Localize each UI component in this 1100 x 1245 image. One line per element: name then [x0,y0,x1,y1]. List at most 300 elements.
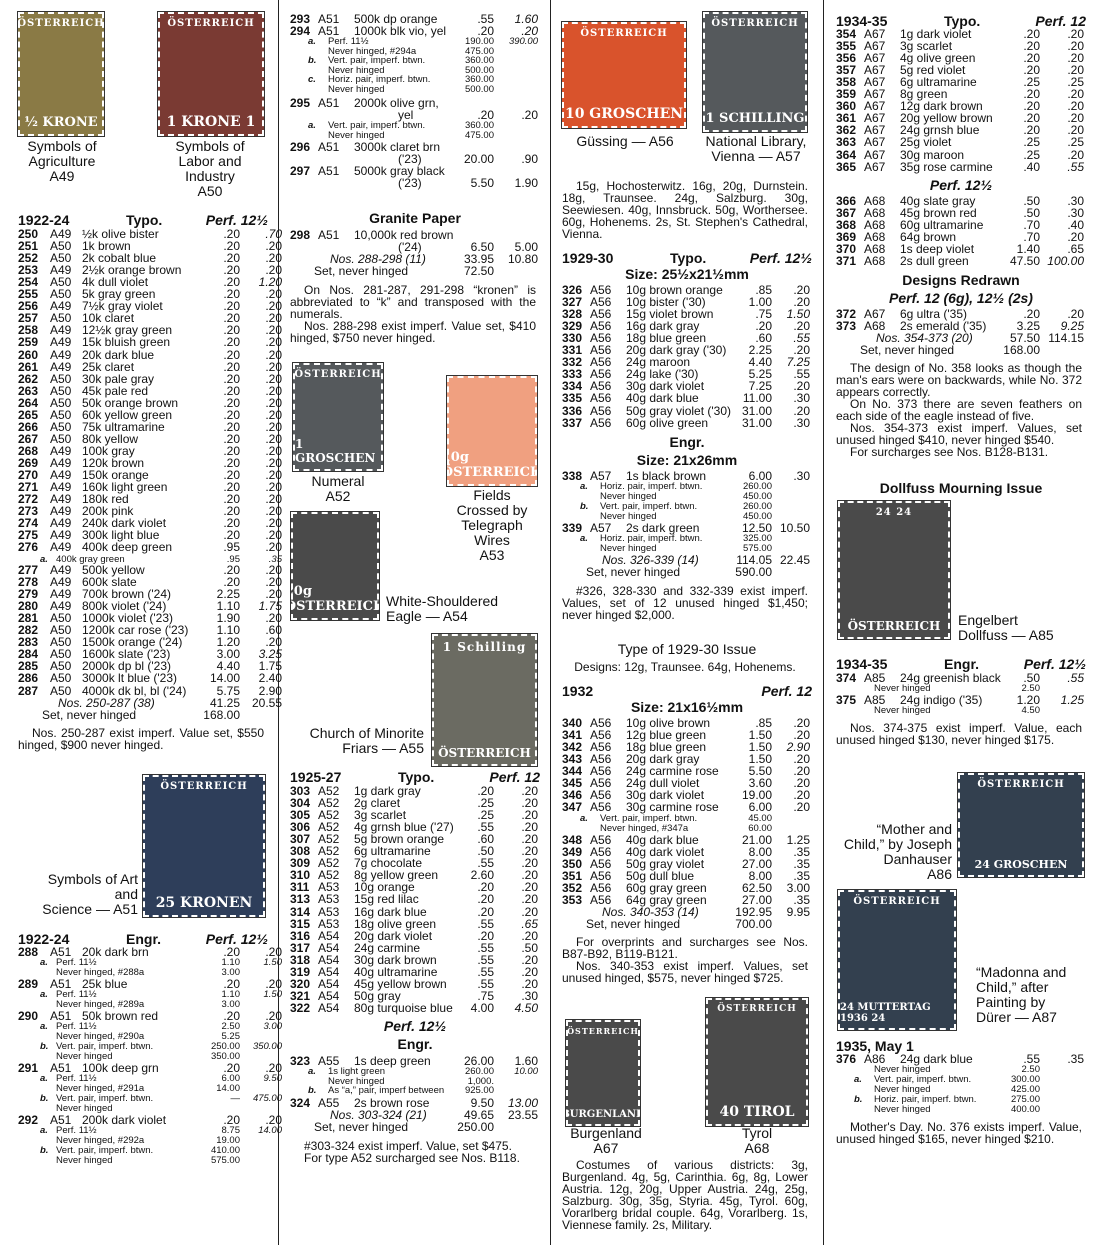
stamp-description: 25k blue [82,977,128,991]
stamp-country-text: 24 24 [875,507,913,518]
catalog-number: 266 [18,419,39,434]
catalog-row [562,405,812,417]
used-value: .20 [521,108,538,122]
stamp-description: 30g dark violet [626,379,705,394]
section-heading: Engr. [669,434,705,450]
variety-unused-value: 45.00 [748,813,772,824]
variety-unused-value: 275.00 [1010,1094,1040,1105]
caption-line: Danhauser [883,851,952,867]
catalog-number: 288 [18,945,39,959]
variety-description: Never hinged [56,1103,113,1114]
unused-value: 2.25 [748,343,772,358]
unused-value: .20 [223,311,240,326]
stamp-type: A51 [318,140,340,154]
catalog-note: Mother's Day. No. 376 exists imperf. Value, unused hinged $165, never hinged $210. [836,1120,1082,1146]
variety-unused-value: 475.00 [464,45,494,57]
variety-unused-value: 1,000. [467,1075,494,1087]
catalog-row [18,383,282,398]
catalog-number: 314 [290,904,311,919]
stamp-description: ½k olive bister [82,227,159,241]
catalog-number: 334 [562,379,583,394]
stamp-description: 10,000k red brown [354,228,454,242]
variety-description: Vert. pair, imperf. btwn. [56,1093,154,1104]
variety-description: Never hinged [600,543,657,554]
stamp-description: 50g gray [354,988,401,1003]
catalog-number: 317 [290,940,311,955]
catalog-row [18,359,282,374]
used-value: .20 [521,820,538,835]
stamp-description: 100k deep grn [82,1061,159,1075]
stamp-description: 2g claret [354,796,401,811]
stamp-description: 10g bister ('30) [626,295,706,310]
stamp-value-text: 10g ÖSTERREICH [441,450,543,480]
variety-unused-value: 19.00 [216,1135,240,1146]
stamp-description: 200k pink [82,504,134,519]
stamp-description: 5k gray green [82,287,156,302]
issue-year: 1922-24 [18,931,70,947]
used-value: 2.90 [786,740,810,755]
stamp-description: 10k claret [82,311,135,326]
catalog-number: 328 [562,307,583,322]
unused-value: 2.60 [470,868,494,883]
stamp-description: 1k brown [82,239,131,254]
used-value: 3.00 [786,881,810,896]
used-value: .20 [265,287,282,302]
section-heading: Perf. 12 (6g), 12½ (2s) [889,290,1033,306]
used-value: .20 [1067,123,1084,138]
used-value: .20 [265,516,282,531]
stamp-description: 3g scarlet [354,808,407,823]
used-value: 1.90 [514,176,538,190]
stamp-description: 45k pale red [82,383,149,398]
stamp-type: A53 [318,904,340,919]
stamp-type: A49 [50,227,72,241]
catalog-number: 255 [18,287,39,302]
catalog-subrow [836,706,1086,716]
unused-value: .55 [477,856,494,871]
catalog-number: 350 [562,857,583,872]
unused-value: .20 [223,347,240,362]
variety-description: Never hinged [874,1064,931,1075]
caption-line: Science — A51 [42,901,138,917]
catalog-number: 371 [836,254,857,269]
used-value: .20 [265,540,282,555]
stamp-value-text: 1 BURGENLAND [561,1098,645,1120]
unused-value: .20 [477,24,494,38]
variety-used-value: 9.50 [263,1073,282,1084]
stamp-description: 4g olive green [900,51,976,66]
stamp-description: 500k dp orange [354,12,438,26]
used-value: .20 [265,468,282,482]
unused-value: .50 [1023,194,1040,208]
catalog-number: 369 [836,230,857,245]
stamp-type: A56 [590,319,612,334]
catalog-note: Nos. 374-375 exist imperf. Value, each unused hinged $130, never hinged $175. [836,721,1082,747]
unused-value: .85 [755,716,772,730]
catalog-number: 309 [290,856,311,871]
stamp-description: 500k yellow [82,563,145,577]
unused-value: .55 [477,820,494,835]
variety-description: Never hinged [56,1051,113,1062]
stamp-description: 40g dark blue [626,391,699,406]
stamp-type: A52 [318,808,340,823]
catalog-number: 277 [18,563,39,577]
stamp-type: A50 [50,647,72,662]
variety-letter: c. [308,74,316,85]
stamp-image-a50 [158,12,264,136]
used-value: .20 [793,319,810,334]
stamp-caption [20,872,138,917]
catalog-number: 296 [290,140,311,154]
totals-unused: 192.95 [735,905,772,919]
used-value: .20 [793,752,810,767]
variety-description: As “a,” pair, imperf between [328,1085,445,1096]
used-value: .20 [793,776,810,791]
unused-value: 6.00 [748,469,772,483]
variety-unused-value: 260.00 [742,501,772,512]
stamp-type: A50 [50,407,72,422]
used-value: .20 [521,868,538,883]
stamp-description: 12½k gray green [82,323,173,338]
caption-line: Numeral [311,473,365,489]
stamp-description: 1500k orange ('24) [82,635,183,650]
perforation: Perf. 12 [489,769,540,785]
caption-line: Eagle — A54 [386,608,468,624]
stamp-image-a67 [561,1020,645,1126]
issue-header: 1935, May 1 [836,1038,914,1054]
stamp-description: 700k brown ('24) [82,587,172,602]
stamp-country-text: ÖSTERREICH [17,18,105,29]
section-heading: Perf. 12½ [929,177,993,193]
catalog-number: 340 [562,716,583,730]
used-value: .20 [265,359,282,374]
stamp-image-a85 [838,501,950,639]
stamp-description: 24g dark blue [900,1052,973,1066]
column-divider [550,0,551,1245]
variety-description: Never hinged [874,705,931,716]
unused-value: 1.20 [1016,693,1040,707]
catalog-number: 373 [836,319,857,333]
never-hinged-value: 700.00 [735,917,772,931]
catalog-number: 298 [290,228,311,242]
unused-value: .20 [223,287,240,302]
stamp-caption [694,134,818,164]
unused-value: .20 [223,516,240,531]
catalog-number: 289 [18,977,39,991]
unused-value: 1.50 [748,740,772,755]
unused-value: 1.90 [216,611,240,626]
stamp-type: A51 [50,1113,72,1127]
stamp-description: 50k orange brown [82,395,179,410]
issue-year: 1925-27 [290,769,342,785]
variety-used-value: 14.00 [258,1125,282,1136]
stamp-type: A56 [590,776,612,791]
unused-value: .20 [223,419,240,434]
stamp-value-text: 1 KRONE 1 [166,114,256,130]
issue-year: 1934-35 [836,656,888,672]
catalog-row [18,540,282,555]
never-hinged-row [290,265,540,277]
variety-description: Never hinged [874,683,931,694]
stamp-type: A67 [864,307,886,321]
catalog-number: 276 [18,540,39,555]
issue-year: 1934-35 [836,13,888,29]
perforation: Perf. 12½ [205,931,268,947]
variety-description: Perf. 11½ [328,36,369,47]
catalog-number: 361 [836,111,857,126]
catalog-number: 326 [562,283,583,297]
caption-line: White-Shouldered [386,593,499,609]
totals-label: Nos. 250-287 (38) [58,696,155,710]
catalog-row [290,97,540,109]
stamp-image-a49 [18,12,104,136]
used-value: .20 [521,904,538,919]
stamp-description: 80g turquoise blue [354,1000,453,1015]
stamp-value-text: 1 SCHILLING [705,111,805,126]
unused-value: .20 [223,275,240,290]
stamp-type: A49 [50,540,72,555]
used-value: .20 [265,311,282,326]
stamp-type: A53 [318,880,340,895]
issue-year: 1932 [562,683,594,699]
caption-line: Engelbert [958,612,1018,628]
stamp-description: 40g dark violet [626,845,705,860]
used-value: .20 [793,343,810,358]
catalog-number: 351 [562,869,583,884]
catalog-row [18,683,282,698]
stamp-description: 2s dark green [626,521,700,535]
unused-value: .20 [223,1061,240,1075]
stamp-description: 1s black brown [626,469,707,483]
perforation: Perf. 12 [1035,13,1086,29]
used-value: 3.25 [258,647,282,662]
used-value: .20 [265,945,282,959]
unused-value: 31.00 [741,415,772,430]
catalog-note: On No. 373 there are seven feathers on each side of the eagle instead of five. [836,397,1082,423]
catalog-number: 284 [18,647,39,662]
stamp-image-a86 [958,773,1084,877]
unused-value: .20 [223,492,240,507]
stamp-description: 64g brown [900,230,957,245]
unused-value: 6.50 [470,240,494,254]
variety-letter: b. [308,1085,317,1096]
never-hinged-value: 72.50 [463,264,494,278]
variety-letter: b. [854,1094,863,1105]
catalog-number: 265 [18,407,39,422]
totals-used: 10.80 [507,252,538,266]
stamp-description: 6g ultra ('35) [900,307,967,321]
stamp-image-a87 [838,890,956,1030]
unused-value: .55 [477,976,494,991]
variety-unused-value: 575.00 [742,543,772,554]
variety-description: Horiz. pair, imperf. btwn. [328,74,431,85]
used-value: .40 [1067,218,1084,233]
unused-value: .70 [1023,218,1040,233]
stamp-caption [8,139,116,184]
used-value: .50 [521,940,538,955]
unused-value: .20 [1023,87,1040,102]
stamp-description: 150k orange [82,468,149,482]
stamp-type: A67 [864,123,886,138]
used-value: .30 [793,415,810,430]
totals-used: 22.45 [779,553,810,567]
stamp-description: 100k gray [82,443,135,458]
used-value: .35 [793,845,810,860]
unused-value: .50 [1023,206,1040,221]
used-value: .20 [793,403,810,418]
catalog-number: 332 [562,355,583,370]
stamp-type: A51 [318,24,340,38]
variety-unused-value: 2.50 [221,1021,240,1032]
unused-value: .20 [223,407,240,422]
stamp-description: 20k dark brn [82,945,149,959]
stamp-type: A49 [50,347,72,362]
section-heading: Dollfuss Mourning Issue [879,480,1043,496]
stamp-description: 3000k claret brn [354,140,441,154]
unused-value: .20 [1023,123,1040,138]
unused-value: .20 [223,299,240,314]
used-value: .20 [265,563,282,577]
used-value: .20 [1067,87,1084,102]
stamp-country-text: 1 Schilling [442,640,527,654]
catalog-number: 355 [836,39,857,54]
stamp-description: 60k yellow green [82,407,173,422]
unused-value: 8.00 [748,845,772,860]
never-hinged-value: 590.00 [735,565,772,579]
variety-description: Perf. 11½ [56,989,97,1000]
used-value: .20 [1067,111,1084,126]
stamp-country-text: ÖSTERREICH [167,18,255,29]
catalog-note: Costumes of various districts: 3g, Burgenland. 4g, 5g, Carinthia. 6g, 8g, Lower Austria. 12g, 20g, Upper Austria. 24g, 25g, Salzburg. 30g, 35g, Styria. 45g, Tyrol. 60g, Vorarlberg bridal couple. 64g, Vorarlberg. 1s, Viennese family. 2s, Military. [562,1158,808,1232]
unused-value: .25 [477,796,494,811]
catalog-number: 364 [836,147,857,162]
stamp-description: 5g brown orange [354,832,445,847]
stamp-description: 1s deep green [354,1054,431,1068]
stamp-description: 1g dark gray [354,784,421,798]
variety-letter: a. [40,1021,48,1032]
stamp-type: A56 [590,415,612,430]
stamp-country-text: ÖSTERREICH [977,779,1065,790]
catalog-subrow [290,85,540,95]
stamp-description: 30g dark brown [354,952,437,967]
catalog-number: 278 [18,575,39,590]
variety-description: Vert. pair, imperf. btwn. [328,55,426,66]
variety-description: Never hinged, #291a [56,1083,145,1094]
stamp-type: A56 [590,728,612,743]
stamp-type: A49 [50,468,72,482]
variety-unused-value: 325.00 [742,533,772,544]
variety-description: Never hinged, #294a [328,45,417,57]
totals-label: Nos. 326-339 (14) [602,553,699,567]
variety-used-value: 10.00 [514,1066,538,1077]
stamp-type: A68 [864,218,886,233]
stamp-type: A50 [50,635,72,650]
stamp-description: 60g ultramarine [900,218,984,233]
stamp-type: A57 [590,469,612,483]
catalog-number: 253 [18,263,39,278]
used-value: .20 [265,371,282,386]
catalog-number: 292 [18,1113,39,1127]
catalog-note: #303-324 exist imperf. Value, set $475. [304,1139,512,1153]
variety-letter: a. [580,481,588,492]
caption-line: A50 [197,183,223,199]
stamp-type: A56 [590,740,612,755]
never-hinged-row [562,566,812,578]
catalog-number: 322 [290,1000,311,1015]
caption-line: A68 [744,1140,770,1156]
unused-value: .20 [1023,63,1040,78]
variety-letter: a. [40,957,48,968]
unused-value: 9.50 [470,1096,494,1110]
stamp-description-cont: ('23) [398,152,422,166]
caption-line: Crossed by [456,502,528,518]
unused-value: .20 [477,108,494,122]
used-value: .60 [265,623,282,638]
stamp-type: A56 [590,295,612,310]
used-value: .20 [521,880,538,895]
catalog-number: 287 [18,683,39,698]
catalog-number: 290 [18,1009,39,1023]
stamp-type: A67 [864,99,886,114]
unused-value: .20 [1023,39,1040,54]
stamp-type: A54 [318,976,340,991]
totals-unused: 41.25 [209,696,240,710]
stamp-type: A50 [50,419,72,434]
used-value: .20 [521,832,538,847]
never-hinged-label: Set, never hinged [314,264,409,278]
stamp-type: A68 [864,194,886,208]
unused-value: 1.20 [216,635,240,650]
stamp-description: 50k brown red [82,1009,159,1023]
unused-value: .55 [1023,1052,1040,1066]
variety-used-value: .35 [268,554,282,565]
used-value: .30 [1067,206,1084,221]
stamp-description: 2000k dp bl ('23) [82,659,172,674]
caption-line: Vienna — A57 [711,148,801,164]
stamp-value-text: 24 MUTTERTAG 1936 24 [840,1002,931,1024]
stamp-value-text: 25 KRONEN [155,895,253,911]
catalog-number: 320 [290,976,311,991]
stamp-description: 25k claret [82,359,135,374]
variety-description: Vert. pair, imperf. btwn. [56,1041,154,1052]
unused-value: 11.00 [742,391,772,406]
stamp-type: A50 [50,311,72,326]
catalog-number: 293 [290,12,311,26]
stamp-description: 7½k gray violet [82,299,163,314]
used-value: .20 [265,431,282,446]
catalog-number: 370 [836,242,857,257]
unused-value: .20 [223,528,240,543]
unused-value: .20 [477,892,494,907]
unused-value: .20 [223,977,240,991]
catalog-number: 261 [18,359,39,374]
stamp-description: 16g dark blue [354,904,427,919]
stamp-caption [440,488,544,563]
stamp-type: A54 [318,988,340,1003]
variety-letter: a. [308,36,316,47]
variety-description: Never hinged, #292a [56,1135,145,1146]
variety-unused-value: 360.00 [464,120,494,131]
unused-value: .20 [1023,51,1040,66]
stamp-description: 120k brown [82,455,145,470]
catalog-number: 304 [290,796,311,811]
stamp-value-text: 1 GROSCHEN [295,437,376,465]
catalog-number: 346 [562,788,583,803]
used-value: .20 [793,295,810,310]
catalog-row [290,954,540,966]
variety-unused-value: 475.00 [464,129,494,141]
used-value: .20 [265,611,282,626]
